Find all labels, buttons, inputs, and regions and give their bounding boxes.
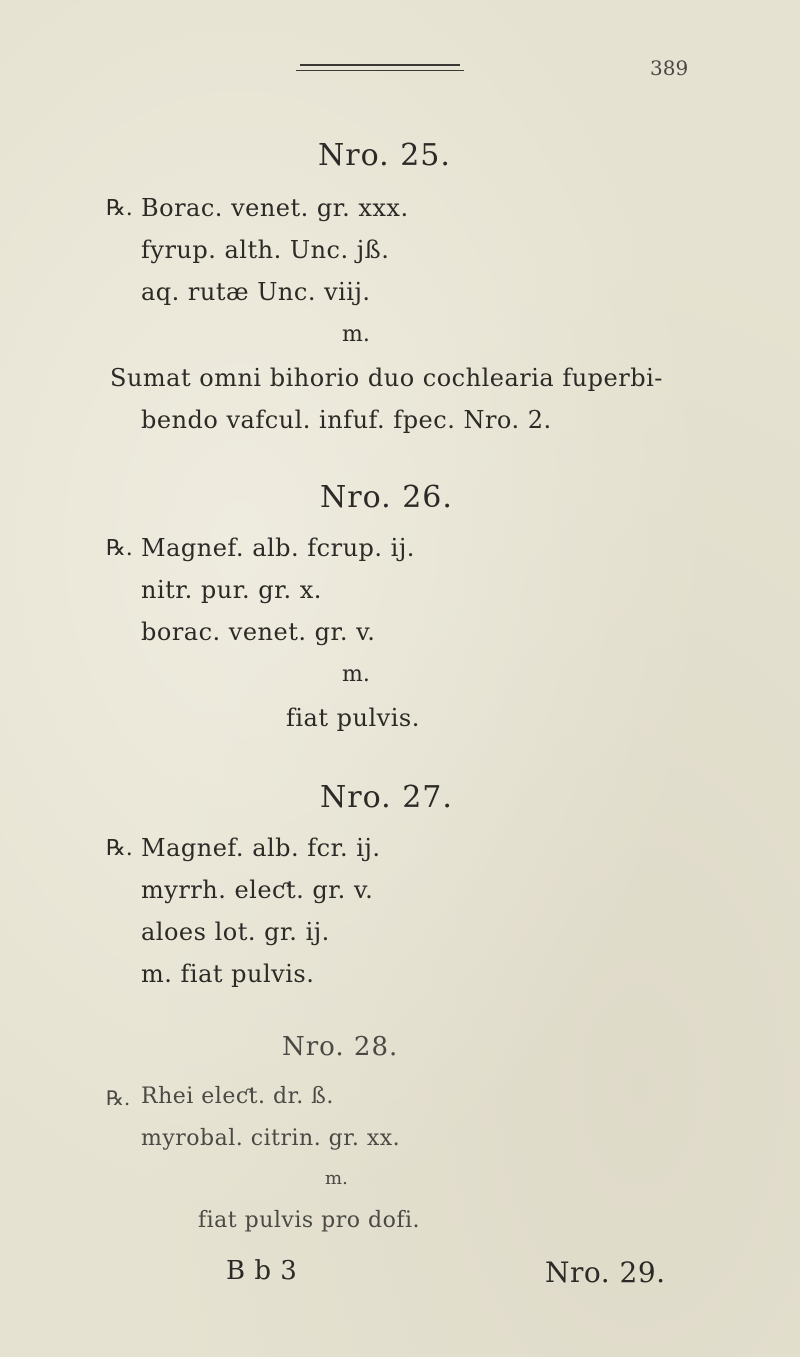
mix-instruction: m.: [342, 322, 370, 347]
instruction-line: bendo vafcul. infuf. fpec. Nro. 2.: [141, 406, 552, 434]
rx-symbol: ℞.: [106, 536, 133, 561]
header-rule-thin: [296, 70, 464, 71]
rx-symbol: ℞.: [106, 1086, 131, 1110]
ingredient-line: Rhei eleƈt. dr. ß.: [141, 1084, 334, 1109]
ingredient-line: myrrh. eleƈt. gr. v.: [141, 876, 374, 904]
page-number: 389: [650, 56, 689, 80]
recipe-heading-28: Nro. 28.: [282, 1032, 399, 1062]
rx-symbol: ℞.: [106, 196, 133, 221]
ingredient-line: Borac. venet. gr. xxx.: [141, 194, 409, 222]
ingredient-line: fyrup. alth. Unc. jß.: [141, 236, 390, 264]
instruction-line: fiat pulvis.: [286, 704, 420, 732]
rx-symbol: ℞.: [106, 836, 133, 861]
ingredient-line: Magnef. alb. fcrup. ij.: [141, 534, 415, 562]
ingredient-line: borac. venet. gr. v.: [141, 618, 376, 646]
instruction-line: m. fiat pulvis.: [141, 960, 315, 988]
signature-mark: B b 3: [226, 1256, 298, 1286]
recipe-heading-25: Nro. 25.: [318, 138, 451, 173]
ingredient-line: Magnef. alb. fcr. ij.: [141, 834, 381, 862]
ingredient-line: myrobal. citrin. gr. xx.: [141, 1126, 401, 1151]
ingredient-line: nitr. pur. gr. x.: [141, 576, 322, 604]
ingredient-line: aloes lot. gr. ij.: [141, 918, 330, 946]
mix-instruction: m.: [342, 662, 370, 687]
recipe-heading-27: Nro. 27.: [320, 780, 453, 815]
recipe-heading-26: Nro. 26.: [320, 480, 453, 515]
instruction-line: fiat pulvis pro dofi.: [198, 1208, 421, 1233]
catchword: Nro. 29.: [545, 1256, 666, 1289]
instruction-line: Sumat omni bihorio duo cochlearia fuperbi-: [110, 364, 663, 392]
mix-instruction: m.: [325, 1168, 348, 1189]
ingredient-line: aq. rutæ Unc. viij.: [141, 278, 371, 306]
header-rule: [300, 64, 460, 66]
